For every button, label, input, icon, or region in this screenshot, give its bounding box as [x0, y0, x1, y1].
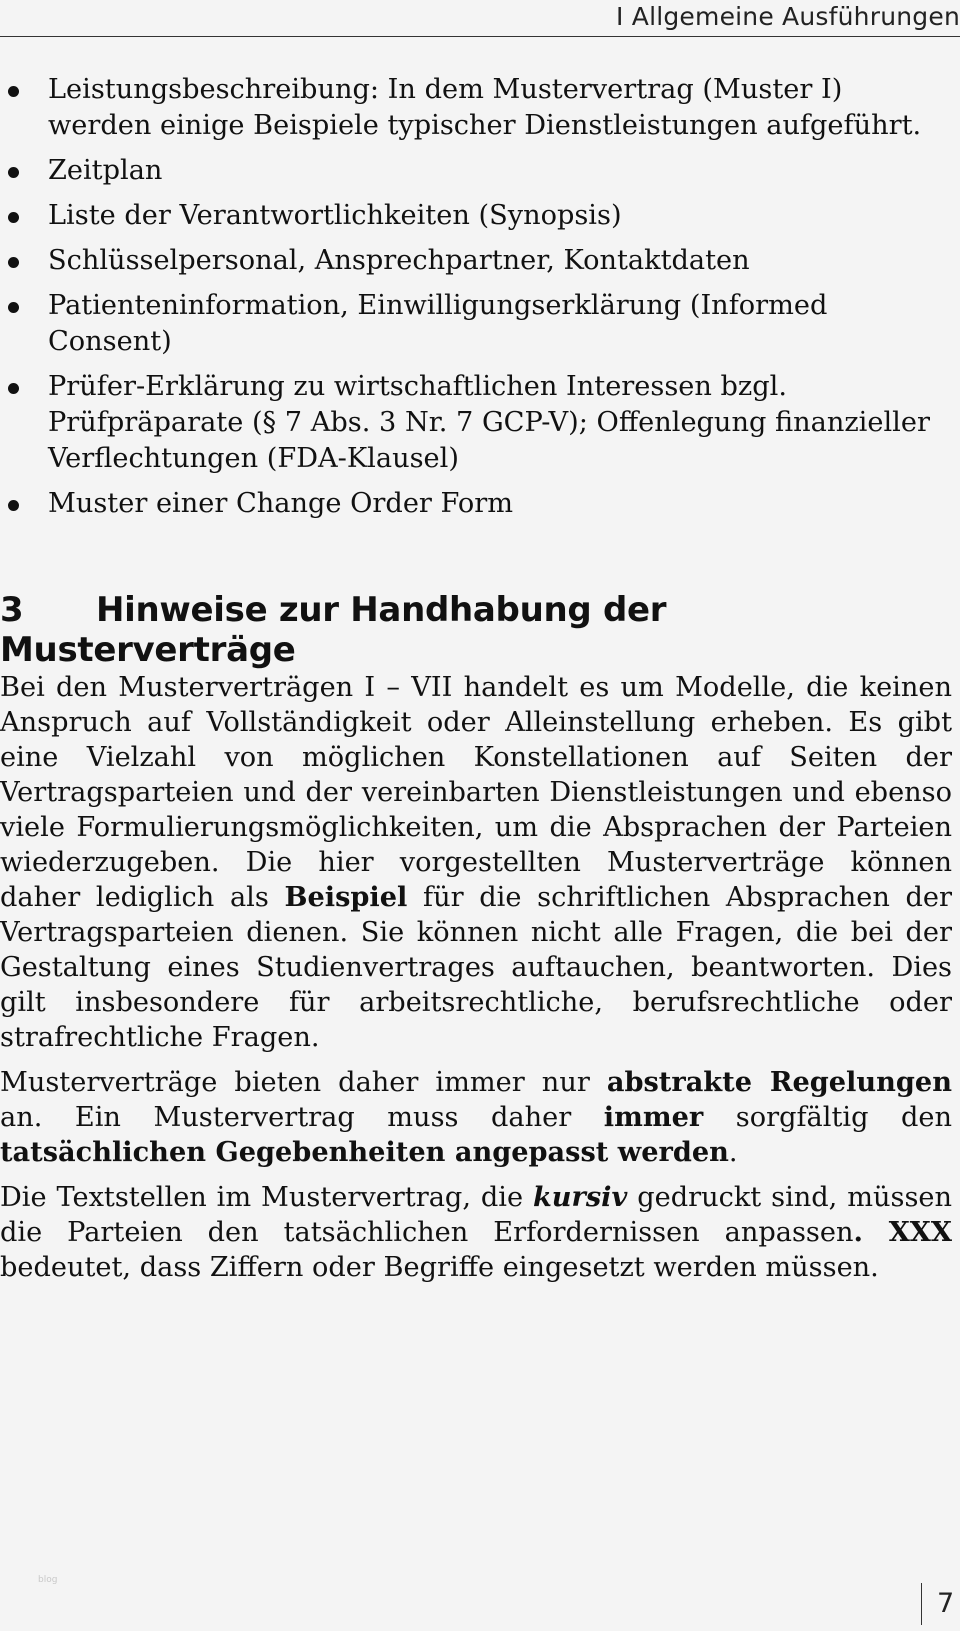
list-item-text: Zeitplan	[48, 155, 163, 186]
bullet-icon	[8, 257, 19, 268]
page-number: 7	[937, 1588, 955, 1619]
text-run: für die schriftlichen Absprachen der Vertragsparteien dienen. Sie können nicht alle Fragen, die bei der Gestaltung eines Studienvertrages auftauchen, beantworten. Dies gilt insbesondere für arbeitsrechtliche, berufsrechtliche oder strafrechtliche Fragen.	[0, 882, 952, 1053]
bullet-icon	[8, 86, 19, 97]
paragraph-3	[0, 1180, 952, 1285]
footer-rule	[921, 1583, 922, 1625]
list-item-text: Muster einer Change Order Form	[48, 488, 514, 519]
text-run: bedeutet, dass Ziffern oder Begriffe eingesetzt werden müssen.	[0, 1252, 879, 1283]
bullet-icon	[8, 212, 19, 223]
section-number: 3	[0, 590, 24, 630]
header-rule	[0, 36, 960, 37]
list-item	[0, 72, 952, 144]
text-run: Bei den Musterverträgen I – VII handelt es um Modelle, die keinen Anspruch auf Vollständigkeit oder Alleinstellung erheben. Es gibt eine Vielzahl von möglichen Konstellationen auf Seiten der Vertragsparteien und der vereinbarten Dienstleistungen und ebenso viele Formulierungsmöglichkeiten, um die Absprachen der Parteien wiederzugeben. Die hier vorgestellten Musterverträge können daher lediglich als	[0, 672, 952, 913]
text-run: sorgfältig den	[703, 1102, 953, 1133]
bullet-list	[0, 72, 952, 531]
list-item	[0, 288, 952, 360]
watermark: blog	[38, 1575, 58, 1585]
list-item-text: Schlüsselpersonal, Ansprechpartner, Kontaktdaten	[48, 245, 750, 276]
list-item	[0, 243, 952, 279]
list-item	[0, 153, 952, 189]
list-item-text: Prüfer-Erklärung zu wirtschaftlichen Interessen bzgl. Prüfpräparate (§ 7 Abs. 3 Nr. 7 GCP-V); Offenlegung finanzieller Verflechtungen (FDA-Klausel)	[48, 371, 930, 474]
bold-text: immer	[603, 1101, 704, 1133]
text-run: gedruckt sind, müssen die Parteien den tatsächlichen Erfordernissen anpassen	[0, 1182, 952, 1248]
section-heading	[0, 590, 960, 670]
bullet-icon	[8, 500, 19, 511]
bold-text: Beispiel	[284, 881, 408, 913]
list-item-text: Patienteninformation, Einwilligungserklärung (Informed Consent)	[48, 290, 828, 357]
bullet-icon	[8, 302, 19, 313]
bold-italic-text: kursiv	[532, 1181, 628, 1213]
bold-text: tatsächlichen Gegebenheiten angepasst werden	[0, 1136, 729, 1168]
bold-text: abstrakte Regelungen	[606, 1066, 952, 1098]
text-run: Musterverträge bieten daher immer nur	[0, 1067, 607, 1098]
text-run: .	[728, 1137, 738, 1168]
section-title: Hinweise zur Handhabung der Musterverträge	[0, 590, 667, 670]
list-item	[0, 486, 952, 522]
text-run: Die Textstellen im Mustervertrag, die	[0, 1182, 533, 1213]
paragraph-1	[0, 670, 952, 1055]
body-text	[0, 670, 952, 1295]
bullet-icon	[8, 383, 19, 394]
text-run: an. Ein Mustervertrag muss daher	[0, 1102, 604, 1133]
list-item-text: Liste der Verantwortlichkeiten (Synopsis)	[48, 200, 622, 231]
list-item	[0, 369, 952, 477]
list-item	[0, 198, 952, 234]
paragraph-2	[0, 1065, 952, 1170]
list-item-text: Leistungsbeschreibung: In dem Mustervertrag (Muster I) werden einige Beispiele typischer Dienstleistungen aufgeführt.	[48, 74, 922, 141]
bold-text: . XXX	[853, 1216, 952, 1248]
bullet-icon	[8, 167, 19, 178]
running-head: I Allgemeine Ausführungen	[616, 2, 960, 31]
